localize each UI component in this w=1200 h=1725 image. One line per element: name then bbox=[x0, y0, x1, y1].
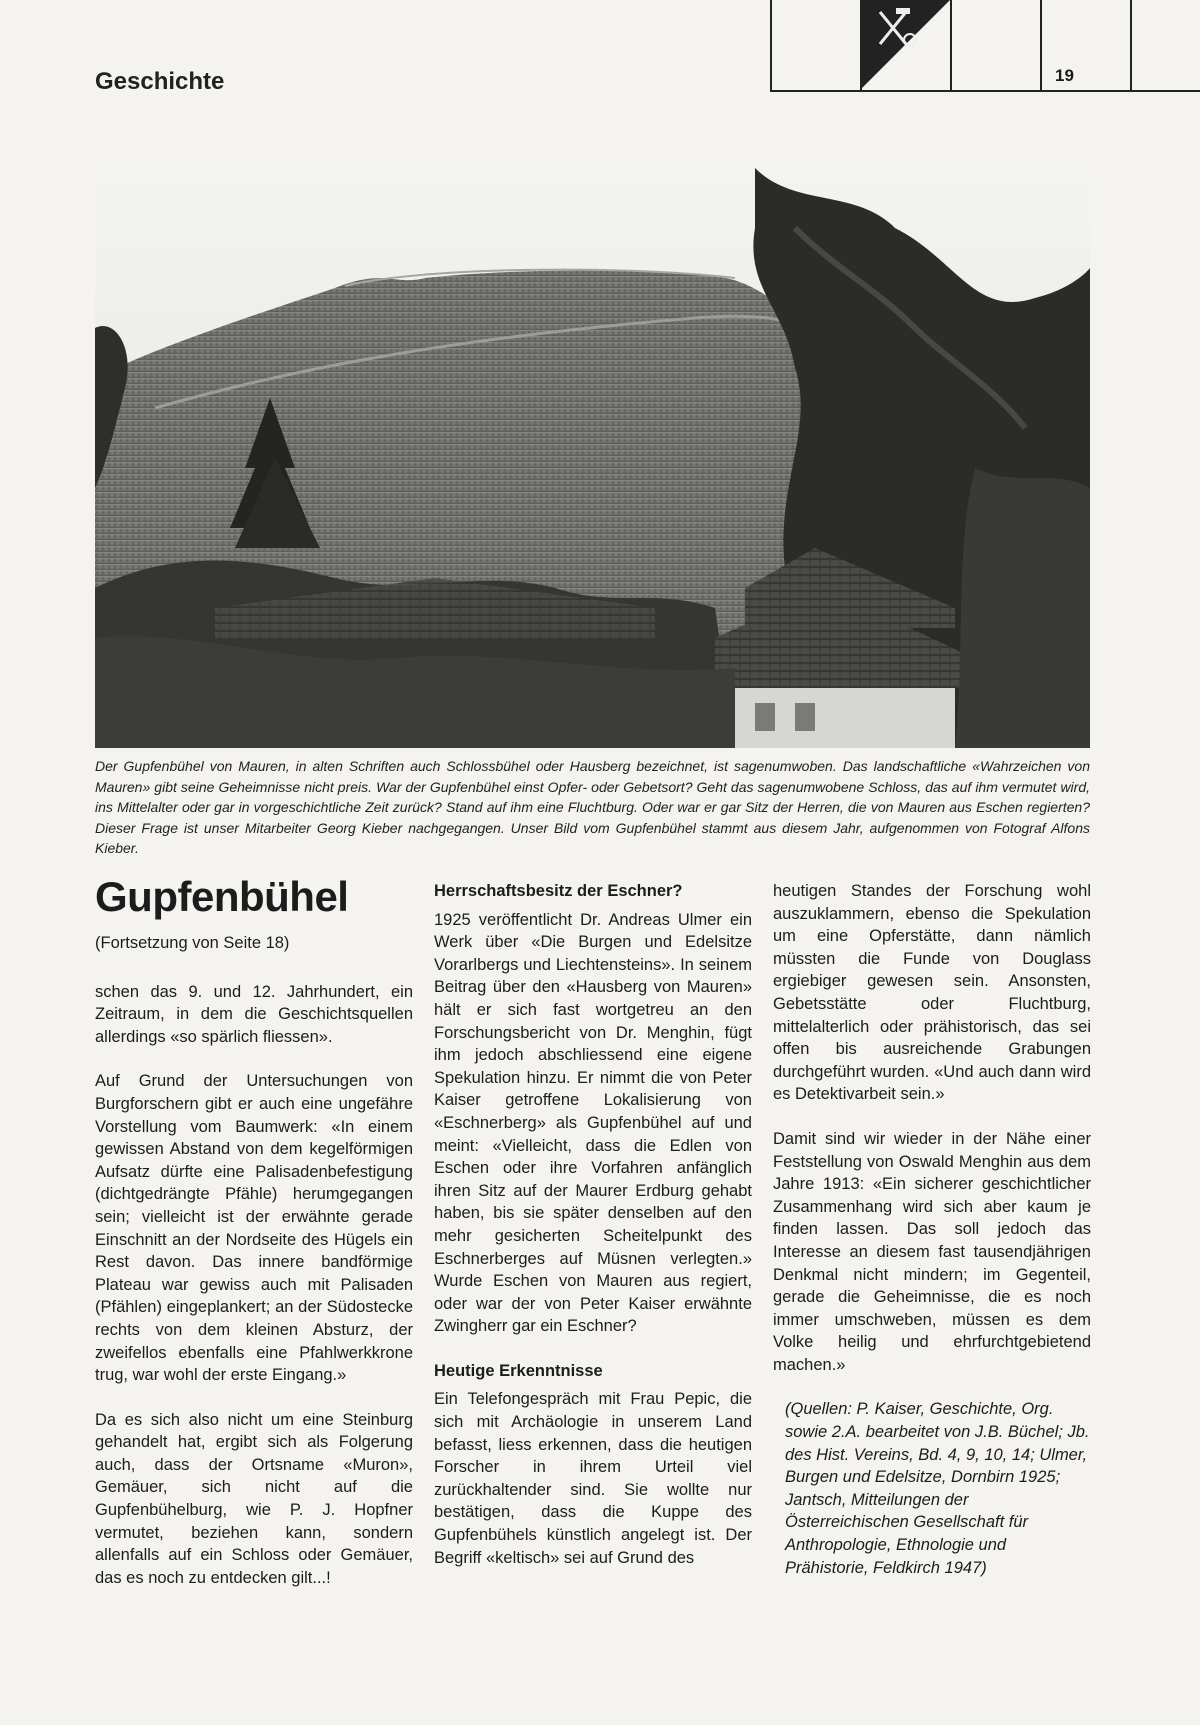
paragraph: schen das 9. und 12. Jahrhundert, ein Zeitraum, in dem die Geschichtsquellen allerdings «so spärlich fliessen». bbox=[95, 982, 413, 1046]
section-heading: Herrschaftsbesitz der Eschner? bbox=[434, 882, 683, 900]
sources-note: (Quellen: P. Kaiser, Geschichte, Org. sowie 2.A. bearbeitet von J.B. Büchel; Jb. des Hist. Vereins, Bd. 4, 9, 10, 14; Ulmer, Burgen und Edelsitze, Dornbirn 1925; Jantsch, Mitteilungen der Österreichischen Gesellschaft für Anthropologie, Ethnologie und Prähistorie, Feldkirch 1947) bbox=[785, 1400, 1090, 1577]
paragraph: Da es sich also nicht um eine Steinburg gehandelt hat, ergibt sich als Folgerung auch, dass der Ortsname «Muron», Gemäuer, sich nicht auf die Gupfenbühelburg, wie P. J. Hopfner vermutet, beziehen kann, sondern allenfalls auf ein Schloss oder Gemäuer, das es noch zu entdecken gilt...! bbox=[95, 1410, 413, 1587]
article-subtitle: (Fortsetzung von Seite 18) bbox=[95, 934, 290, 952]
section-heading: Heutige Erkenntnisse bbox=[434, 1361, 603, 1380]
paragraph: Damit sind wir wieder in der Nähe einer Feststellung von Oswald Menghin aus dem Jahre 1913: «Ein sicherer geschichtlicher Zusammenhang wird sich aber kaum je finden lassen. Das soll jedoch das Interesse an diesem fast tausendjährigen Denkmal nicht mindern; im Gegenteil, gerade die Geheimnisse, die es noch immer umschweben, müssen es dem Volke heilig und ehrfurchtgebietend machen.» bbox=[773, 1129, 1091, 1374]
article-column-2 bbox=[434, 880, 752, 1569]
paragraph: Auf Grund der Untersuchungen von Burgforschern gibt er auch eine ungefähre Vorstellung vom Baumwerk: «In einem gewissen Abstand von dem kegelförmigen Aufsatz dürfte eine Palisadenbefestigung (dichtgedrängte Pfähle) herumgegangen sein; vielleicht ist der erwähnte gerade Einschnitt an der Nordseite des Hügels ein Rest davon. Das innere bandförmige Plateau war gewiss auch mit Palisaden (Pfählen) eingeplankert; an der Südostecke rechts von dem kleinen Absturz, der zweifellos ebenfalls eine Pfahlwerkkrone trug, war wohl der erste Eingang.» bbox=[95, 1072, 413, 1385]
paragraph: Ein Telefongespräch mit Frau Pepic, die sich mit Archäologie in unserem Land befasst, liess erkennen, dass die heutigen Forscher in ihrem Urteil viel zurückhaltender sind. Sie wollte nur bestätigen, dass die Kuppe des Gupfenbühels künstlich angelegt ist. Der Begriff «keltisch» sei auf Grund des bbox=[434, 1390, 752, 1567]
crossed-tools-emblem-icon bbox=[866, 4, 926, 54]
article-title: Gupfenbühel bbox=[95, 873, 349, 920]
article-column-3 bbox=[773, 880, 1091, 1579]
paragraph: heutigen Standes der Forschung wohl auszuklammern, ebenso die Spekulation um eine Opferstätte, dann nämlich müssten die Funde von Douglass ergiebiger gewesen sein. Ansonsten, Gebetsstätte oder Fluchtburg, mittelalterlich oder prähistorisch, das sei offen bis ausreichende Grabungen durchgeführt wurden. «Und auch dann wird es Detektivarbeit sein.» bbox=[773, 882, 1091, 1104]
photo-caption: Der Gupfenbühel von Mauren, in alten Schriften auch Schlossbühel oder Hausberg bezeichnet, ist sagenumwoben. Das landschaftliche «Wahrzeichen von Mauren» gibt seine Geheimnisse nicht preis. War der Gupfenbühel einst Opfer- oder Gebetsort? Geht das sagenumwobene Schloss, das auf ihm vermutet wird, ins Mittelalter oder gar in vorgeschichtliche Zeit zurück? Stand auf ihm eine Fluchtburg. Oder war er gar Sitz der Herren, die von Mauren aus Eschen regierten? Dieser Frage ist unser Mitarbeiter Georg Kieber nachgegangen. Unser Bild vom Gupfenbühel stammt aus diesem Jahr, aufgenommen von Fotograf Alfons Kieber. bbox=[95, 758, 1090, 856]
grass-hill-photo bbox=[95, 168, 1090, 748]
header-grid bbox=[770, 0, 1200, 92]
section-label: Geschichte bbox=[95, 68, 225, 95]
article-column-1 bbox=[95, 873, 413, 1589]
page-number: 19 bbox=[1055, 66, 1074, 85]
paragraph: 1925 veröffentlicht Dr. Andreas Ulmer ein Werk über «Die Burgen und Edelsitze Vorarlbergs und Liechtensteins». In seinem Beitrag über den «Hausberg von Mauren» hält er sich fast wortgetreu an den Forschungsbericht von Dr. Menghin, fügt ihm jedoch abschliessend eine eigene Spekulation hinzu. Er nimmt die von Peter Kaiser getroffene Lokalisierung von «Eschnerberg» als Gupfenbühel auf und meint: «Vielleicht, dass die Edlen von Eschen oder ihre Vorfahren anfänglich ihren Sitz auf der Maurer Erdburg gehabt haben, bis sie später denselben auf den mehr gesicherten Scheitelpunkt des Eschnerberges auf Müsnen verlegten.» Wurde Eschen von Mauren aus regiert, oder war der von Peter Kaiser erwähnte Zwingherr gar ein Eschner? bbox=[434, 910, 752, 1336]
